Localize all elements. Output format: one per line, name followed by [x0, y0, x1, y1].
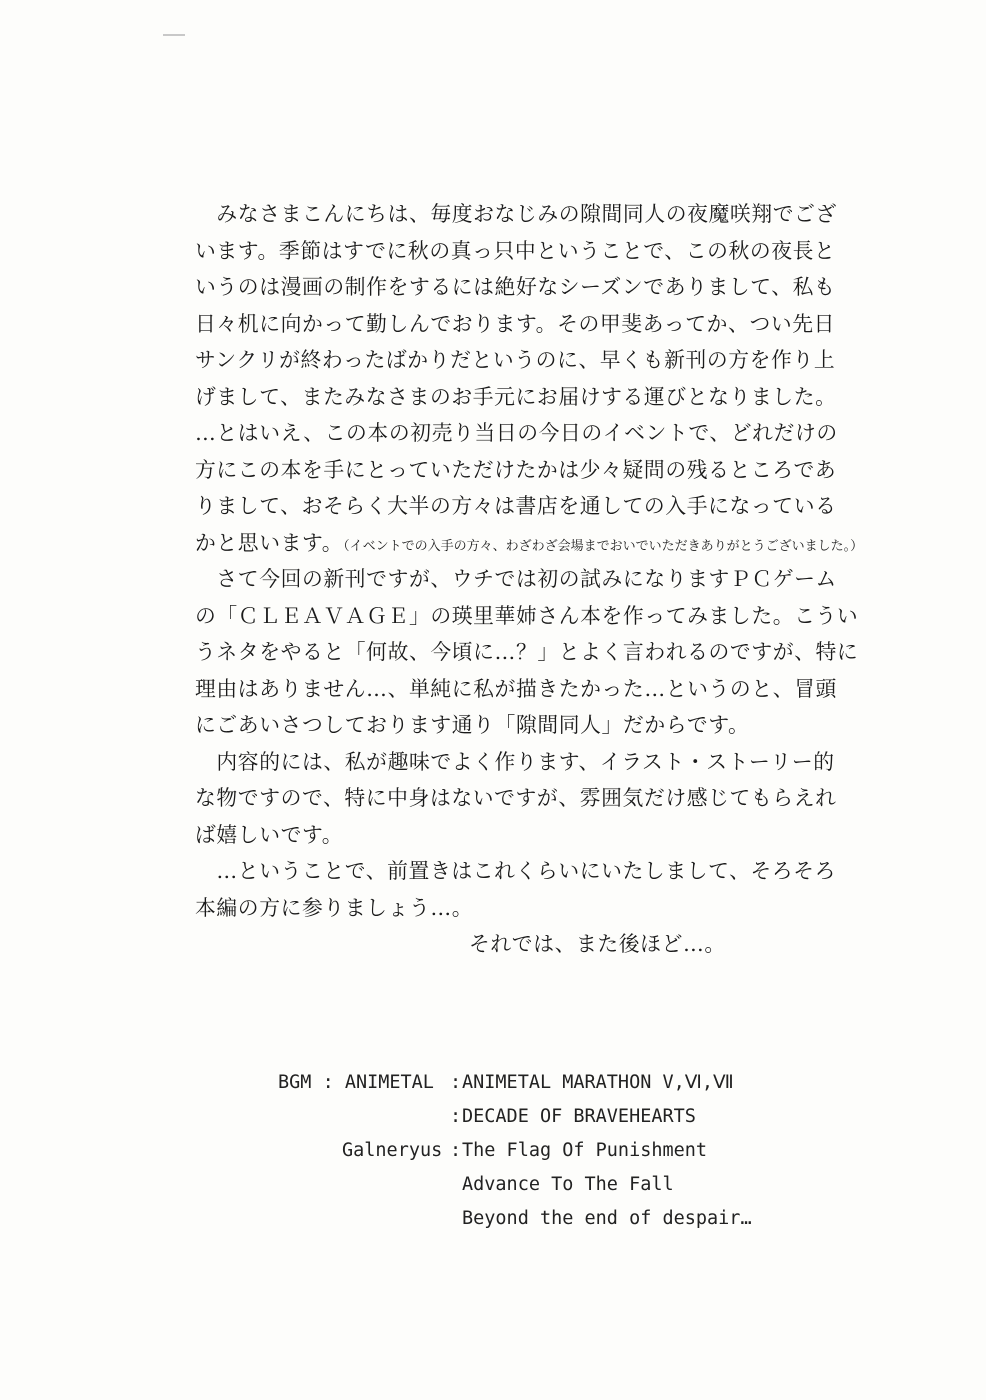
letter-line: にごあいさつしております通り「隙間同人」だからです。: [195, 713, 750, 737]
letter-line: います。季節はすでに秋の真っ只中ということで、この秋の夜長と: [195, 238, 836, 263]
letter-closing: それでは、また後ほど…。: [469, 932, 726, 956]
bgm-track: DECADE OF BRAVEHEARTS: [462, 1106, 696, 1127]
bgm-artist: Galneryus: [342, 1140, 443, 1161]
letter-line: 日々机に向かって勤しんでおります。その甲斐あってか、つい先日: [195, 311, 836, 336]
letter-line: 理由はありません…、単純に私が描きたかった…というのと、冒頭: [195, 676, 837, 701]
letter-line: の「ＣＬＥＡＶＡＧＥ」の瑛里華姉さん本を作ってみました。こうい: [195, 603, 859, 628]
bgm-track: Beyond the end of despair…: [462, 1208, 752, 1229]
bgm-row: [278, 1202, 818, 1236]
bgm-separator: :: [450, 1106, 462, 1127]
stray-mark: [163, 34, 185, 36]
bgm-row: [278, 1066, 818, 1100]
letter-body: [195, 196, 864, 963]
bgm-label: BGM : ANIMETAL: [278, 1072, 434, 1093]
bgm-separator: :: [450, 1140, 462, 1161]
bgm-track: Advance To The Fall: [462, 1174, 674, 1195]
bgm-artist: ANIMETAL: [344, 1072, 434, 1093]
bgm-row: [278, 1168, 818, 1202]
bgm-separator: :: [450, 1072, 462, 1093]
letter-line: な物ですので、特に中身はないですが、雰囲気だけ感じてもらえれ: [195, 786, 837, 810]
bgm-row: [278, 1100, 818, 1134]
letter-line: かと思います。: [195, 530, 344, 555]
letter-line: ば嬉しいです。: [195, 822, 344, 847]
letter-line: サンクリが終わったばかりだというのに、早くも新刊の方を作り上: [195, 348, 836, 372]
bgm-row: [278, 1134, 818, 1168]
letter-line: 本編の方に参りましょう…。: [195, 895, 474, 920]
bgm-track: ANIMETAL MARATHON V,Ⅵ,Ⅶ: [462, 1072, 734, 1093]
letter-line: うネタをやると「何故、今頃に…？」とよく言われるのですが、特に: [195, 640, 859, 664]
letter-line-with-note: [195, 525, 864, 562]
letter-line: みなさまこんにちは、毎度おなじみの隙間同人の夜魔咲翔でござ: [195, 202, 837, 226]
letter-line: いうのは漫画の制作をするには絶好なシーズンでありまして、私も: [195, 275, 836, 299]
bgm-track: The Flag Of Punishment: [462, 1140, 708, 1161]
letter-line: …とはいえ、この本の初売り当日の今日のイベントで、どれだけの: [195, 421, 838, 445]
letter-line: げまして、またみなさまのお手元にお届けする運びとなりました。: [195, 384, 837, 409]
letter-line: 方にこの本を手にとっていただけたかは少々疑問の残るところであ: [195, 457, 837, 482]
letter-line: りまして、おそらく大半の方々は書店を通しての入手になっている: [195, 494, 837, 518]
bgm-credits: [278, 1066, 818, 1236]
letter-line: …ということで、前置きはこれくらいにいたしまして、そろそろ: [195, 859, 837, 883]
letter-line: 内容的には、私が趣味でよく作ります、イラスト・ストーリー的: [195, 749, 835, 774]
letter-line: さて今回の新刊ですが、ウチでは初の試みになりますＰＣゲーム: [195, 567, 837, 591]
aside-note: （イベントでの入手の方々、わざわざ会場までおいでいただきありがとうございました。）: [343, 538, 864, 554]
